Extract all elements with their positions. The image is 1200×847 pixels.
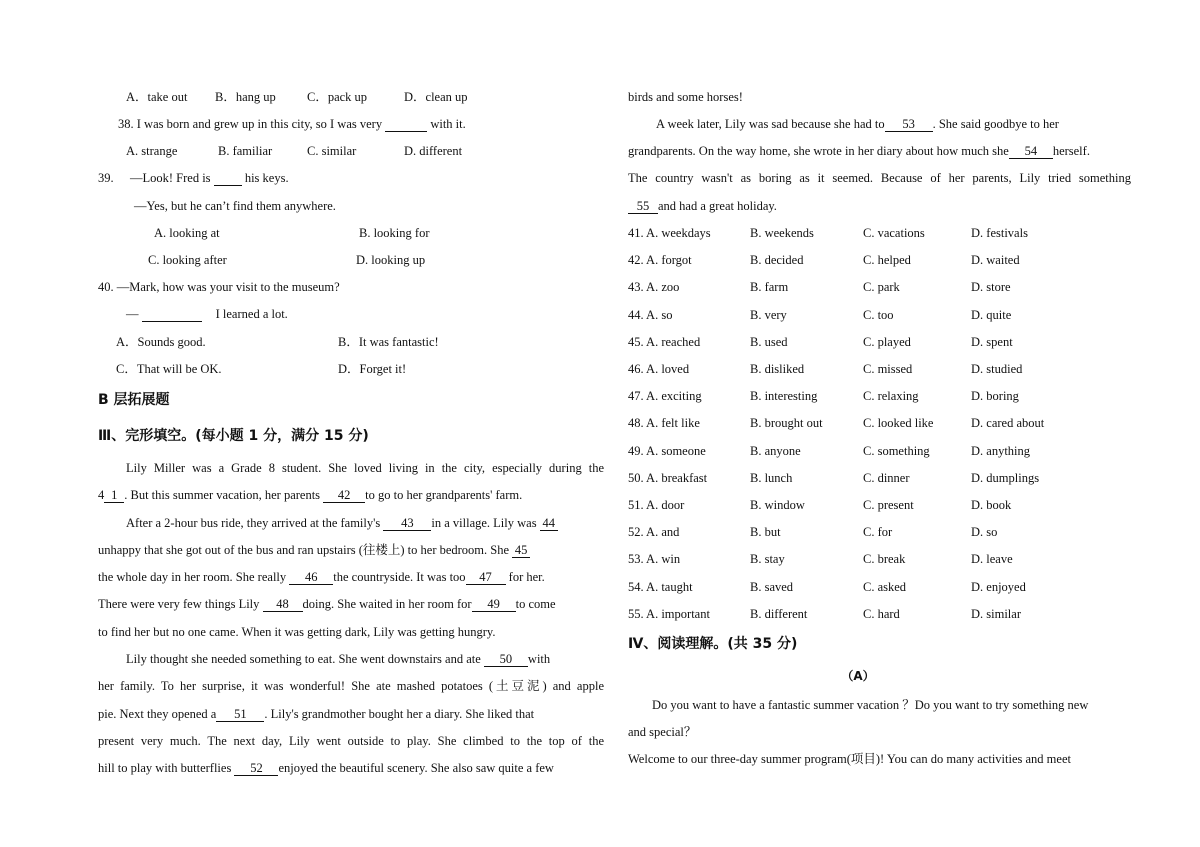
cloze-line-9: her family. To her surprise, it was wonderful! She ate mashed potatoes (土豆泥) and apple xyxy=(98,679,604,693)
blank-43: 43 xyxy=(383,516,431,531)
cloze-line-16: 55 and had a great holiday. xyxy=(628,198,777,214)
question-option-c: C. hard xyxy=(863,606,900,621)
q40-option-a: A．Sounds good. xyxy=(116,335,206,349)
section-b-heading: B 层拓展题 xyxy=(98,392,170,408)
question-option-b: B. interesting xyxy=(750,389,818,404)
q38-option-a: A. strange xyxy=(126,144,178,158)
q39-option-a: A. looking at xyxy=(154,226,220,240)
question-option-d: D. store xyxy=(971,280,1011,295)
question-option-a: 47. A. exciting xyxy=(628,389,702,404)
question-option-b: B. weekends xyxy=(750,226,814,240)
cloze-line-6: There were very few things Lily 48 doing. She waited in her room for 49 to come xyxy=(98,597,556,611)
cloze-line-12: hill to play with butterflies 52 enjoyed the beautiful scenery. She also saw quite a few xyxy=(98,761,554,775)
question-option-d: D. boring xyxy=(971,389,1019,404)
question-option-d: D. anything xyxy=(971,443,1031,458)
q38-stem: 38. I was born and grew up in this city, so I was very with it. xyxy=(118,117,466,131)
cloze-continuation: birds and some horses! xyxy=(628,90,743,104)
blank-44: 44 xyxy=(540,516,558,531)
q39-option-d: D. looking up xyxy=(356,253,426,267)
question-option-d: D. book xyxy=(971,498,1012,512)
question-option-a: 43. A. zoo xyxy=(628,280,680,295)
question-option-a: 46. A. loved xyxy=(628,362,690,376)
question-option-c: C. vacations xyxy=(863,226,925,240)
question-option-a: 55. A. important xyxy=(628,606,710,621)
question-option-c: C. for xyxy=(863,525,893,540)
cloze-line-14: grandparents. On the way home, she wrote in her diary about how much she 54 herself. xyxy=(628,144,1090,158)
question-option-b: B. brought out xyxy=(750,416,823,431)
q40-option-d: D．Forget it! xyxy=(338,362,407,376)
blank-47: 47 xyxy=(466,570,506,585)
question-option-d: D. spent xyxy=(971,334,1013,349)
question-option-b: B. used xyxy=(750,334,788,349)
blank-50: 50 xyxy=(484,652,528,667)
cloze-line-3: After a 2-hour bus ride, they arrived at the family's 43 in a village. Lily was 44 xyxy=(126,515,558,531)
question-option-b: B. farm xyxy=(750,280,789,295)
blank-49: 49 xyxy=(472,597,516,612)
q40-line-2: — I learned a lot. xyxy=(126,307,288,321)
question-option-a: 49. A. someone xyxy=(628,443,706,458)
blank-45: 45 xyxy=(512,543,530,558)
question-option-a: 50. A. breakfast xyxy=(628,470,708,485)
question-option-c: C. looked like xyxy=(863,416,934,431)
blank-42: 42 xyxy=(323,488,365,503)
cloze-line-5: the whole day in her room. She really 46 the countryside. It was too 47 for her. xyxy=(98,570,545,584)
question-option-d: D. quite xyxy=(971,307,1012,322)
question-option-c: C. relaxing xyxy=(863,389,919,404)
question-option-c: C. played xyxy=(863,334,911,349)
q39-number: 39. xyxy=(98,171,114,185)
passage-line-2: and special？ xyxy=(628,725,697,739)
question-option-c: C. break xyxy=(863,552,906,567)
q38-option-c: C. similar xyxy=(307,144,357,158)
question-option-c: C. helped xyxy=(863,253,911,268)
cloze-line-13: A week later, Lily was sad because she had to 53 . She said goodbye to her xyxy=(656,117,1059,131)
question-option-a: 42. A. forgot xyxy=(628,253,692,268)
question-option-a: 45. A. reached xyxy=(628,334,701,349)
blank-51: 51 xyxy=(216,707,264,722)
cloze-line-1: Lily Miller was a Grade 8 student. She loved living in the city, especially during the xyxy=(126,461,604,475)
cloze-line-2: 4 1 . But this summer vacation, her parents 42 to go to her grandparents' farm. xyxy=(98,488,523,502)
q37-option-b: B．hang up xyxy=(215,90,276,104)
question-option-b: B. disliked xyxy=(750,362,805,376)
cloze-line-15: The country wasn't as boring as it seemed. Because of her parents, Lily tried something xyxy=(628,171,1131,185)
cloze-line-8: Lily thought she needed something to eat. She went downstairs and ate 50 with xyxy=(126,652,551,666)
blank-46: 46 xyxy=(289,570,333,585)
q39-option-c: C. looking after xyxy=(148,253,227,267)
q38-option-d: D. different xyxy=(404,144,463,158)
question-option-c: C. dinner xyxy=(863,470,910,485)
question-option-d: D. cared about xyxy=(971,416,1045,431)
cloze-line-4: unhappy that she got out of the bus and ran upstairs (往楼上) to her bedroom. She 45 xyxy=(98,542,530,558)
question-option-b: B. anyone xyxy=(750,443,801,458)
q37-option-a: A．take out xyxy=(126,90,188,104)
question-option-b: B. decided xyxy=(750,253,804,268)
question-option-a: 54. A. taught xyxy=(628,579,693,594)
passage-a-label: （A） xyxy=(841,669,875,683)
question-option-d: D. festivals xyxy=(971,226,1028,240)
answer-blank xyxy=(214,171,242,186)
question-option-b: B. but xyxy=(750,525,781,540)
q39-option-b: B. looking for xyxy=(359,226,430,240)
answer-blank xyxy=(142,307,202,322)
question-option-a: 41. A. weekdays xyxy=(628,226,711,240)
question-option-d: D. so xyxy=(971,525,998,540)
question-option-b: B. very xyxy=(750,307,787,322)
question-option-d: D. leave xyxy=(971,552,1013,567)
question-option-a: 52. A. and xyxy=(628,525,680,540)
cloze-line-10: pie. Next they opened a 51 . Lily's grandmother bought her a diary. She liked that xyxy=(98,707,535,721)
q38-option-b: B. familiar xyxy=(218,144,273,158)
section-iii-heading: Ⅲ、完形填空。(每小题 1 分，满分 15 分) xyxy=(98,428,369,444)
blank-52: 52 xyxy=(234,761,278,776)
question-option-d: D. enjoyed xyxy=(971,579,1026,594)
answer-blank xyxy=(385,117,427,132)
question-option-b: B. window xyxy=(750,498,805,512)
question-option-c: C. something xyxy=(863,443,930,458)
question-option-c: C. asked xyxy=(863,579,907,594)
question-option-b: B. different xyxy=(750,606,808,621)
q40-option-b: B．It was fantastic! xyxy=(338,335,439,349)
q39-line-2: —Yes, but he can’t find them anywhere. xyxy=(134,199,336,213)
question-option-c: C. present xyxy=(863,498,914,512)
blank-54: 54 xyxy=(1009,144,1053,159)
question-option-d: D. waited xyxy=(971,253,1020,268)
question-option-b: B. stay xyxy=(750,552,785,567)
q39-line-1: —Look! Fred is his keys. xyxy=(130,171,289,185)
question-option-c: C. missed xyxy=(863,362,913,376)
q37-option-c: C．pack up xyxy=(307,90,368,104)
question-option-a: 51. A. door xyxy=(628,498,685,512)
question-option-d: D. dumplings xyxy=(971,470,1040,485)
cloze-line-11: present very much. The next day, Lily went outside to play. She climbed to the top of the xyxy=(98,734,604,748)
passage-line-1: Do you want to have a fantastic summer vacation ？Do you want to try something new xyxy=(652,698,1089,712)
question-option-b: B. lunch xyxy=(750,470,793,485)
q40-line-1: 40. —Mark, how was your visit to the museum? xyxy=(98,280,340,294)
question-option-a: 44. A. so xyxy=(628,307,673,322)
question-option-a: 53. A. win xyxy=(628,552,681,567)
blank-41: 1 xyxy=(104,488,124,503)
section-iv-heading: Ⅳ、阅读理解。(共 35 分) xyxy=(628,636,798,652)
question-option-b: B. saved xyxy=(750,579,794,594)
blank-55: 55 xyxy=(628,199,658,214)
question-option-d: D. similar xyxy=(971,606,1021,621)
question-option-a: 48. A. felt like xyxy=(628,416,700,431)
question-option-d: D. studied xyxy=(971,362,1023,376)
q37-option-d: D．clean up xyxy=(404,90,468,104)
blank-53: 53 xyxy=(885,117,933,132)
cloze-line-7: to find her but no one came. When it was getting dark, Lily was getting hungry. xyxy=(98,625,496,639)
q40-option-c: C．That will be OK. xyxy=(116,362,222,376)
question-option-c: C. park xyxy=(863,280,900,295)
question-option-c: C. too xyxy=(863,307,894,322)
blank-48: 48 xyxy=(263,597,303,612)
passage-line-3: Welcome to our three-day summer program(项目)! You can do many activities and meet xyxy=(628,752,1071,766)
